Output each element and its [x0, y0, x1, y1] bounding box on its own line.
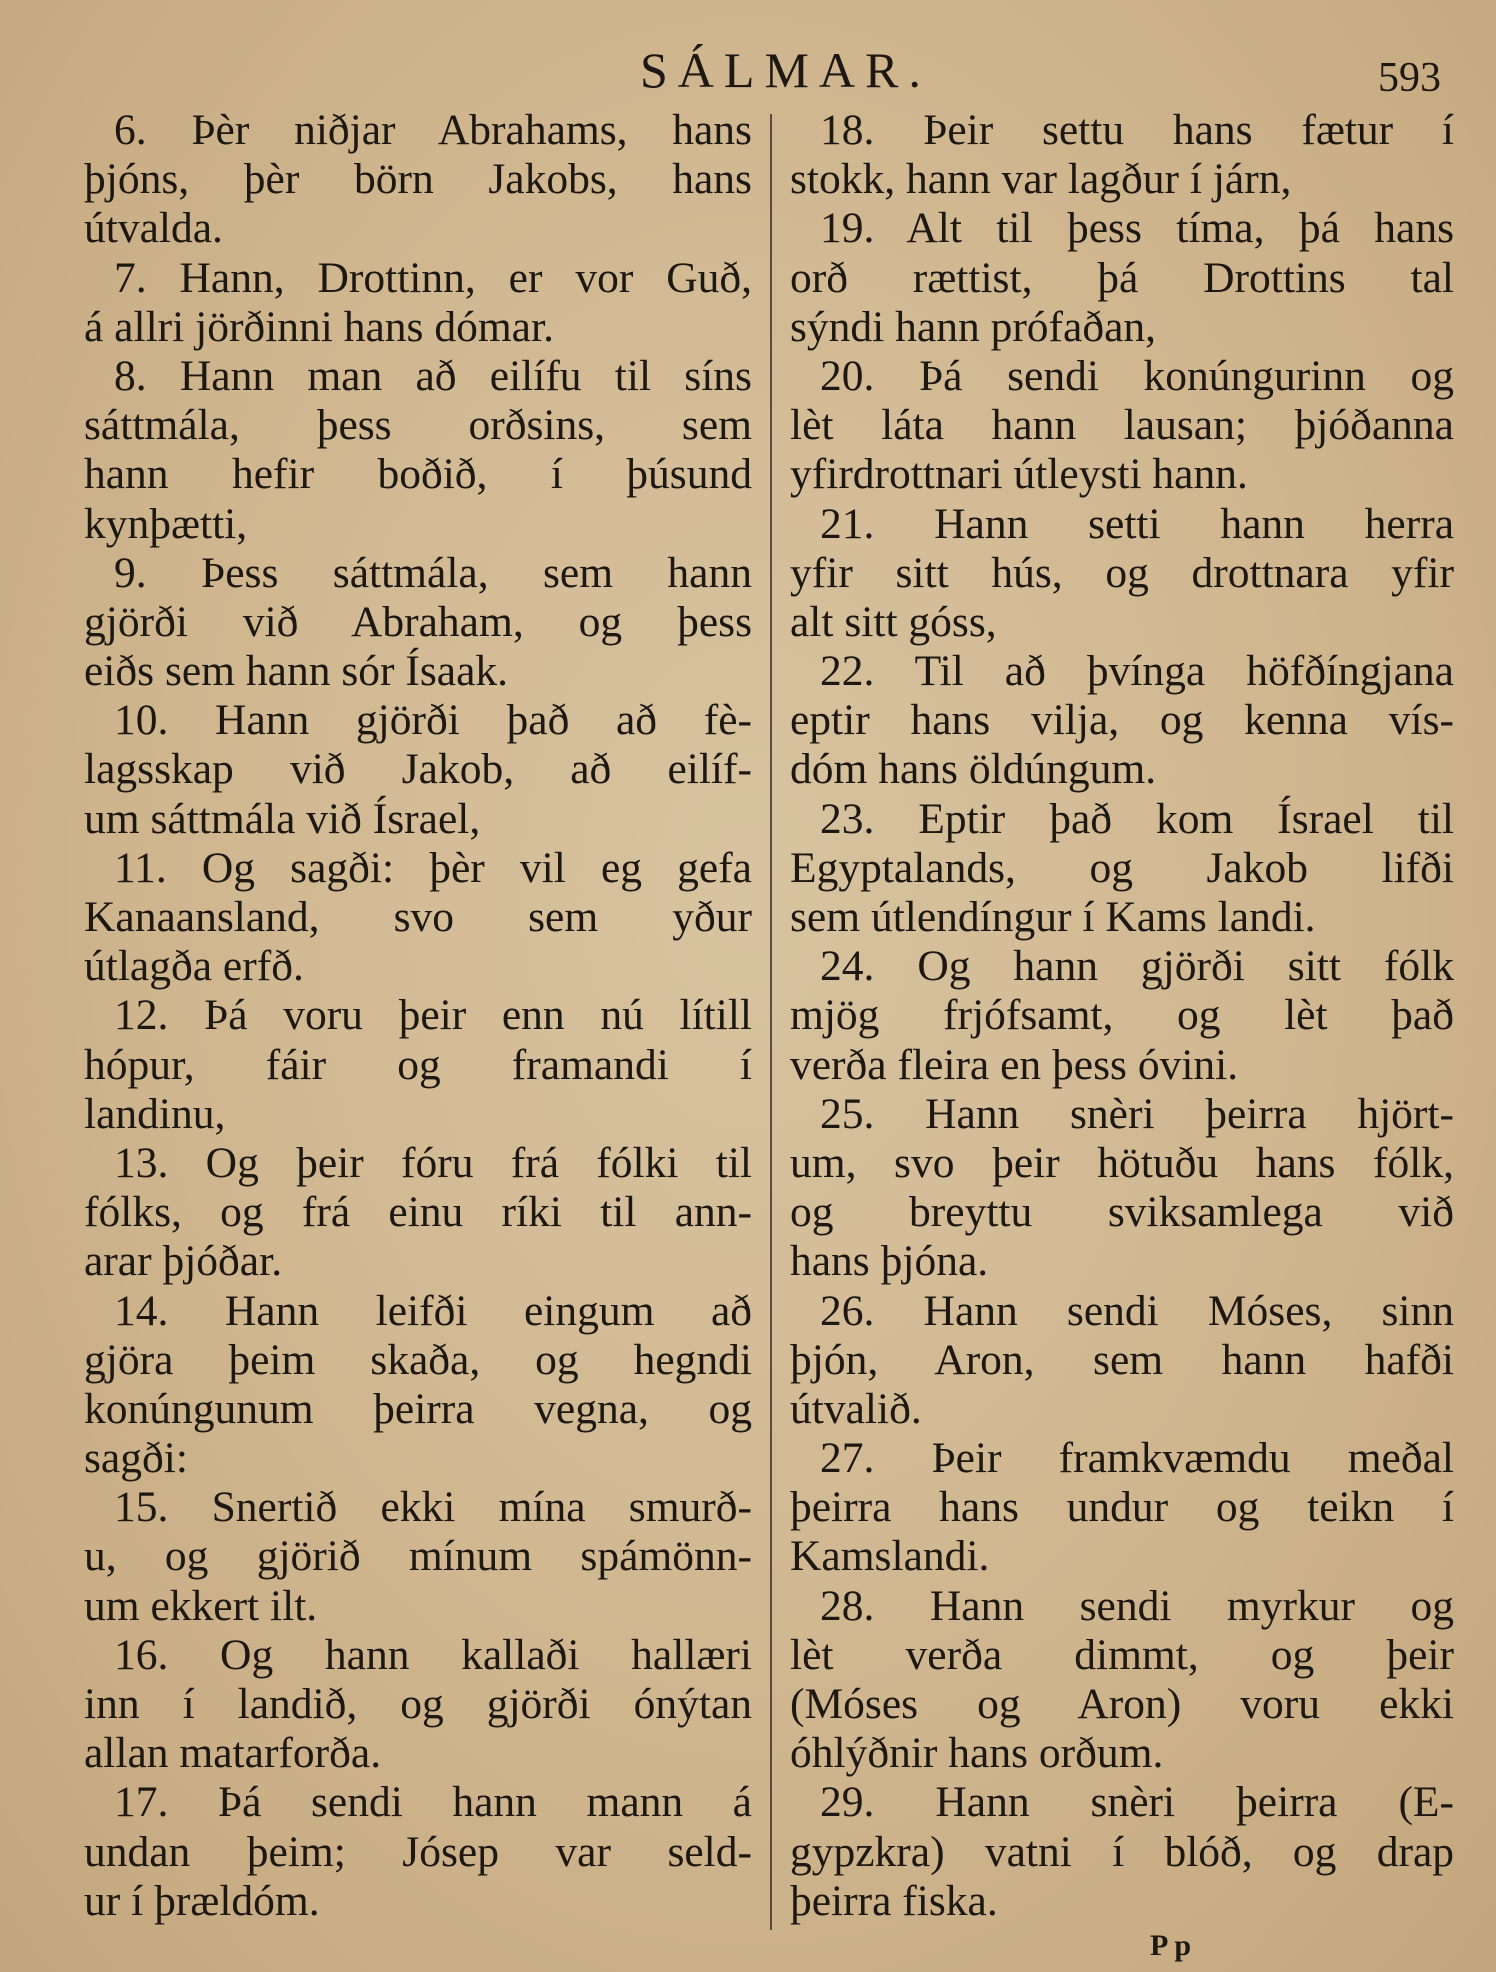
text-line: 10. Hann gjörði það að fè- — [114, 696, 752, 745]
text-line: 8. Hann man að eilífu til síns — [114, 351, 752, 400]
text-line: 21. Hann setti hann herra — [820, 499, 1454, 548]
text-line: yfirdrottnari útleysti hann. — [790, 450, 1248, 499]
text-line: sýndi hann prófaðan, — [790, 302, 1157, 351]
text-line: á allri jörðinni hans dómar. — [84, 302, 554, 351]
text-line: 25. Hann snèri þeirra hjört- — [820, 1089, 1454, 1138]
text-line: Kanaansland, svo sem yður — [84, 893, 752, 941]
text-line: undan þeim; Jósep var seld- — [84, 1827, 752, 1876]
text-line: hann hefir boðið, í þúsund — [84, 450, 752, 499]
left-text-column — [84, 106, 752, 1926]
text-line: 17. Þá sendi hann mann á — [114, 1778, 752, 1827]
text-line: 27. Þeir framkvæmdu meðal — [820, 1434, 1454, 1483]
text-line: 14. Hann leifði eingum að — [114, 1286, 752, 1335]
text-line: verða fleira en þess óvini. — [790, 1040, 1239, 1089]
text-line: 28. Hann sendi myrkur og — [820, 1581, 1454, 1630]
text-line: 15. Snertið ekki mína smurð- — [114, 1483, 752, 1532]
text-line: 22. Til að þvínga höfðíngjana — [820, 647, 1454, 696]
text-line: um, svo þeir hötuðu hans fólk, — [790, 1138, 1454, 1187]
text-line: 12. Þá voru þeir enn nú lítill — [114, 991, 752, 1040]
text-line: um sáttmála við Ísrael, — [84, 794, 481, 843]
running-head — [0, 36, 1496, 106]
text-line: arar þjóðar. — [84, 1237, 283, 1286]
text-line: gjöra þeim skaða, og hegndi — [84, 1335, 752, 1384]
text-line: 23. Eptir það kom Ísrael til — [820, 794, 1454, 843]
text-line: útlagða erfð. — [84, 942, 304, 991]
text-line: mjög frjófsamt, og lèt það — [790, 991, 1454, 1040]
running-title: SÁLMAR. — [640, 42, 931, 98]
text-line: kynþætti, — [84, 499, 248, 548]
text-line: sáttmála, þess orðsins, sem — [84, 401, 752, 450]
text-line: 7. Hann, Drottinn, er vor Guð, — [114, 253, 752, 302]
text-line: yfir sitt hús, og drottnara yfir — [790, 548, 1454, 597]
text-line: lèt verða dimmt, og þeir — [790, 1630, 1454, 1679]
text-line: 26. Hann sendi Móses, sinn — [820, 1286, 1454, 1335]
text-line: 6. Þèr niðjar Abrahams, hans — [114, 106, 752, 154]
text-line: Kamslandi. — [790, 1532, 990, 1581]
signature-mark: Pp — [1150, 1929, 1198, 1962]
text-line: inn í landið, og gjörði ónýtan — [84, 1680, 752, 1728]
text-line: gypzkra) vatni í blóð, og drap — [790, 1827, 1454, 1876]
text-line: hans þjóna. — [790, 1237, 989, 1286]
text-line: lagsskap við Jakob, að eilíf- — [84, 745, 752, 794]
text-line: dóm hans öldúngum. — [790, 745, 1157, 794]
text-line: 18. Þeir settu hans fætur í — [820, 106, 1454, 154]
text-line: 11. Og sagði: þèr vil eg gefa — [114, 843, 752, 892]
right-text-column — [790, 106, 1454, 1926]
text-line: 13. Og þeir fóru frá fólki til — [114, 1138, 752, 1187]
text-line: 29. Hann snèri þeirra (E- — [820, 1778, 1454, 1827]
text-line: 20. Þá sendi konúngurinn og — [820, 351, 1454, 400]
column-divider — [770, 114, 772, 1930]
text-line: sagði: — [84, 1434, 188, 1483]
text-line: (Móses og Aron) voru ekki — [790, 1680, 1454, 1728]
text-line: 19. Alt til þess tíma, þá hans — [820, 204, 1454, 253]
text-line: Egyptalands, og Jakob lifði — [790, 843, 1454, 892]
text-line: eiðs sem hann sór Ísaak. — [84, 647, 509, 696]
text-line: stokk, hann var lagður í járn, — [790, 155, 1292, 204]
text-line: konúngunum þeirra vegna, og — [84, 1384, 752, 1433]
text-line: allan matarforða. — [84, 1729, 382, 1778]
text-line: um ekkert ilt. — [84, 1581, 318, 1630]
text-line: 24. Og hann gjörði sitt fólk — [820, 942, 1454, 991]
text-line: u, og gjörið mínum spámönn- — [84, 1532, 752, 1581]
text-line: hópur, fáir og framandi í — [84, 1040, 752, 1089]
text-line: 16. Og hann kallaði hallæri — [114, 1630, 752, 1679]
text-line: útvalið. — [790, 1384, 922, 1433]
text-line: þeirra fiska. — [790, 1876, 998, 1925]
text-line: sem útlendíngur í Kams landi. — [790, 893, 1316, 941]
text-line: þjón, Aron, sem hann hafði — [790, 1335, 1454, 1384]
text-line: og breyttu sviksamlega við — [790, 1188, 1454, 1237]
page-number: 593 — [1378, 55, 1441, 101]
text-line: eptir hans vilja, og kenna vís- — [790, 696, 1454, 745]
text-line: ur í þrældóm. — [84, 1876, 320, 1925]
text-line: lèt láta hann lausan; þjóðanna — [790, 401, 1454, 450]
text-line: þjóns, þèr börn Jakobs, hans — [84, 155, 752, 204]
text-line: alt sitt góss, — [790, 597, 997, 646]
text-line: 9. Þess sáttmála, sem hann — [114, 548, 752, 597]
text-line: landinu, — [84, 1089, 226, 1138]
text-line: gjörði við Abraham, og þess — [84, 597, 752, 646]
text-line: orð rættist, þá Drottins tal — [790, 253, 1454, 302]
text-line: þeirra hans undur og teikn í — [790, 1483, 1454, 1532]
text-line: óhlýðnir hans orðum. — [790, 1729, 1164, 1778]
text-line: fólks, og frá einu ríki til ann- — [84, 1188, 752, 1237]
text-line: útvalda. — [84, 204, 223, 253]
